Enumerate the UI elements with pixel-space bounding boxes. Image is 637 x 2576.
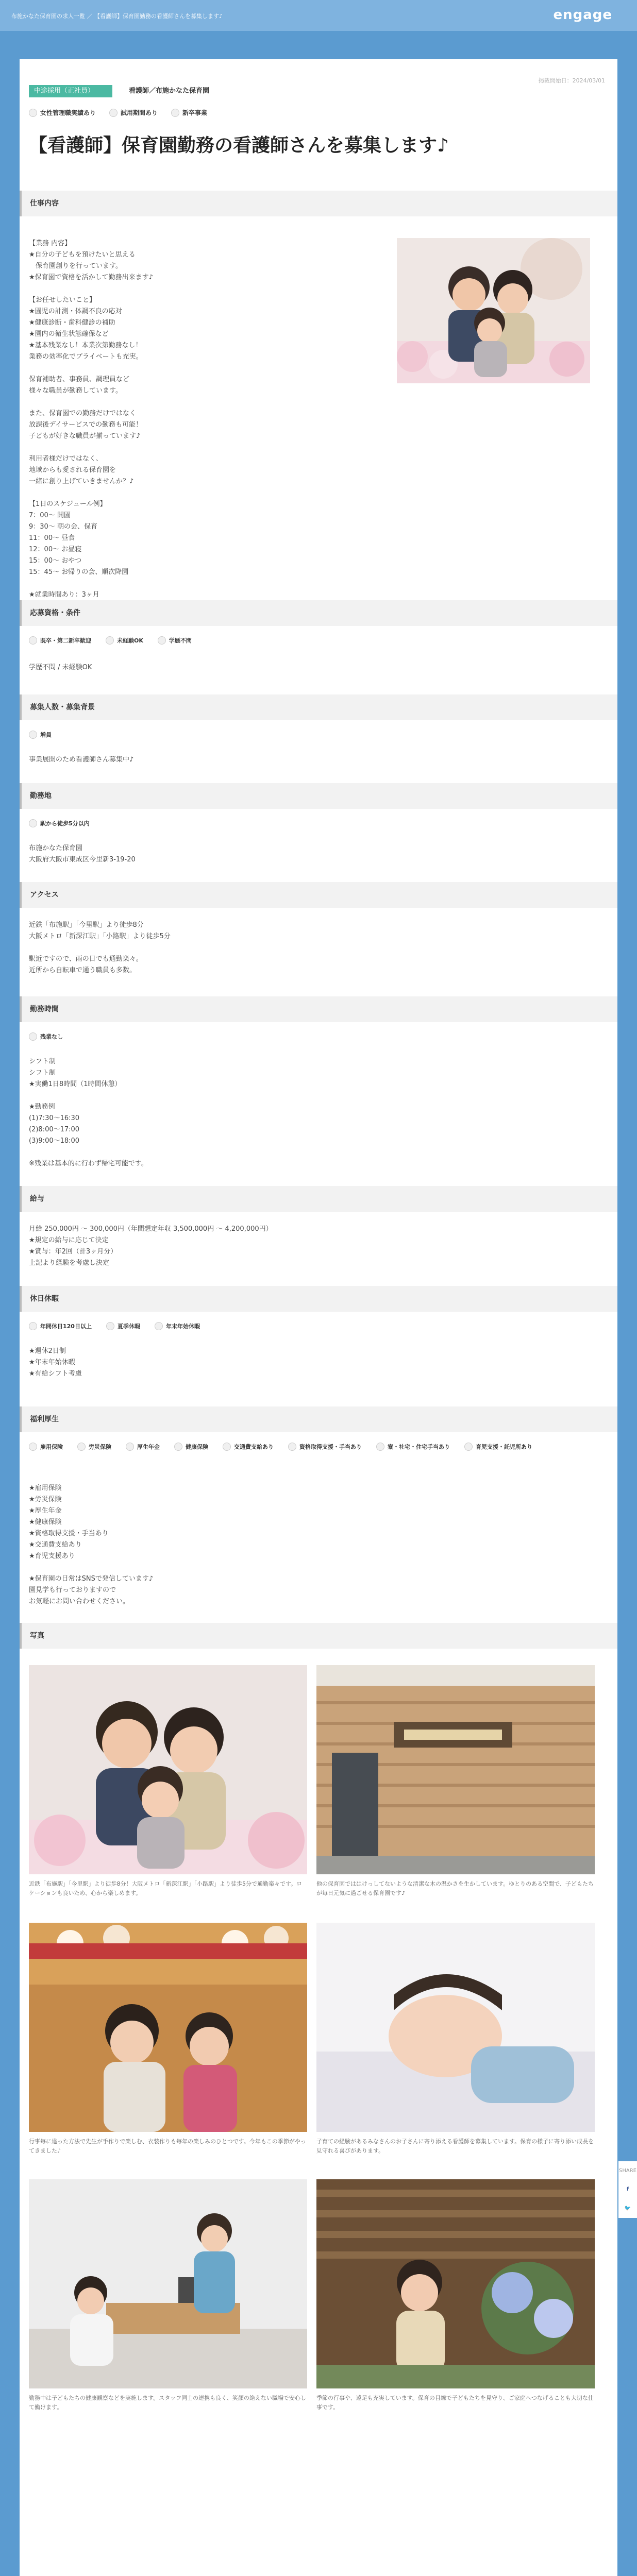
feature-item: 新卒事業 [171,108,207,117]
requirements-text: 学歴不問 / 未経験OK [29,664,92,671]
check-icon [158,636,166,645]
chip: 年間休日120日以上 [29,1322,92,1330]
feature-list [29,108,207,117]
openings-text: 事業展開のため看護師さん募集中♪ [29,756,134,764]
twitter-icon[interactable]: 🐦 [624,2206,631,2212]
check-icon [106,636,114,645]
chip: 増員 [29,731,52,739]
chip: 学歴不問 [158,636,192,645]
work-description: 【業務 内容】 ★自分の子どもを預けたいと思える 保育園創りを行っています。 ★保育園で資格を活かして勤務出来ます♪ 【お任せしたいこと】 ★園児の計測・体調不良の応対 ★健康診断・歯科健診の補助 ★園内の衛生状態確保など ★基本残業なし！本業次第勤務なし！ 業務の効率化でプライベートも充実。 保育補助者、事務員、調理員など 様々な職員が勤務しています。 また、保育園での勤務だけではなく 放課後デイサービスでの勤務も可能！ 子どもが好きな職員が揃っています♪ 利用者様だけではなく、 地域からも愛される保育園を 一緒に創り上げていきませんか？♪ 【1日のスケジュール例】 7：00～ 開園 9：30～ 朝の会、保育 11：00～ 昼食 12：00～ お昼寝 15：00～ おやつ 15：45～ お帰りの会、順次降園 ★就業時間あり：3ヶ月 [29,240,153,599]
location-text: 布施かなた保育園 大阪府大阪市東成区今里新3-19-20 [29,844,136,863]
photo-sleeping-child[interactable] [316,1923,595,2132]
chip: 厚生年金 [126,1443,160,1451]
check-icon [288,1443,296,1451]
section-heading-requirements: 応募資格・条件 [20,600,617,626]
check-icon [29,1032,37,1041]
chip: 労災保険 [77,1443,111,1451]
hours-chips [29,1032,596,1041]
photo-caption: 他の保育園でははけっしてないような清潔な木の温かさを生かしています。ゆとりのある空間で、子どもたちが毎日元気に過ごせる保育園です♪ [316,1880,594,1896]
chip: 資格取得支援・手当あり [288,1443,362,1451]
check-icon [29,819,37,827]
section-heading-openings: 募集人数・募集背景 [20,694,617,720]
facebook-icon[interactable]: f [626,2187,629,2193]
photo-children[interactable] [29,1665,307,1874]
chip: 駅から徒歩5分以内 [29,819,90,827]
access-text: 近鉄「布施駅」「今里駅」より徒歩8分 大阪メトロ「新深江駅」「小路駅」より徒歩5分 駅近ですので、雨の日でも通勤楽々。 近所から自転車で通う職員も多数。 [29,921,171,974]
requirement-chips [29,636,596,645]
photo-caption: 子育ての経験があるみなさんのお子さんに寄り添える看護師を募集しています。保育の様子に寄り添い成長を見守れる喜びがあります。 [316,2138,594,2154]
check-icon [174,1443,182,1451]
benefit-chips [29,1443,596,1451]
check-icon [171,109,179,117]
photo-caption: 行事毎に違った方法で先生が手作りで楽しむ、衣装作りも毎年の楽しみのひとつです。今年もこの季節がやってきました♪ [29,2138,306,2154]
section-heading-work: 仕事内容 [20,191,617,216]
chip: 交通費支給あり [223,1443,274,1451]
section-heading-hours: 勤務時間 [20,996,617,1022]
check-icon [376,1443,384,1451]
posting-date: 掲載開始日：2024/03/01 [538,77,605,84]
photo-building[interactable] [316,1665,595,1874]
check-icon [464,1443,473,1451]
chip: 育児支援・託児所あり [464,1443,532,1451]
check-icon [109,109,118,117]
location-chips [29,819,596,827]
check-icon [29,1443,37,1451]
chip: 雇用保険 [29,1443,63,1451]
hours-text: シフト制 シフト制 ★実働1日8時間（1時間休憩） ★勤務例 (1)7:30～16:30 (2)8:00～17:00 (3)9:00～18:00 ※残業は基本的に行わず帰宅可能です。 [29,1058,148,1167]
job-category: 看護師／布施かなた保育園 [129,87,210,95]
feature-item: 女性管理職実績あり [29,108,96,117]
chip: 寮・社宅・住宅手当あり [376,1443,450,1451]
share-bar [618,2161,637,2218]
section-heading-location: 勤務地 [20,783,617,809]
holiday-chips [29,1322,596,1330]
check-icon [29,636,37,645]
check-icon [155,1322,163,1330]
check-icon [29,1322,37,1330]
chip: 年末年始休暇 [155,1322,200,1330]
section-heading-photos: 写真 [20,1623,617,1649]
top-bar [0,0,637,31]
holidays-text: ★週休2日制 ★年末年始休暇 ★有給シフト考慮 [29,1347,82,1378]
breadcrumb[interactable]: 布施かなた保育園の求人一覧 ／ 【看護師】保育園勤務の看護師さんを募集します♪ [11,13,223,20]
chip: 既卒・第二新卒歓迎 [29,636,91,645]
photo-garden[interactable] [316,2179,595,2388]
check-icon [126,1443,134,1451]
share-label: SHARE [619,2167,636,2174]
check-icon [29,109,37,117]
benefits-text: ★雇用保険 ★労災保険 ★厚生年金 ★健康保険 ★資格取得支援・手当あり ★交通費支給あり ★育児支援あり ★保育園の日常はSNSで発信しています♪ 園見学も行っておりますので お気軽にお問い合わせください。 [29,1484,154,1605]
chip: 残業なし [29,1032,63,1041]
section-heading-benefits: 福利厚生 [20,1406,617,1432]
job-title: 【看護師】保育園勤務の看護師さんを募集します♪ [29,135,449,156]
check-icon [106,1322,114,1330]
chip: 夏季休暇 [106,1322,140,1330]
photo-caption: 近鉄「布施駅」「今里駅」より徒歩8分！大阪メトロ「新深江駅」「小路駅」より徒歩5分で通勤楽々です。ロケーションも良いため、心から楽しめます。 [29,1880,303,1896]
main-photo [397,238,590,383]
photo-staff[interactable] [29,2179,307,2388]
check-icon [77,1443,86,1451]
check-icon [29,731,37,739]
feature-item: 試用期間あり [109,108,158,117]
employment-type-tag: 中途採用（正社員） [29,85,112,97]
section-heading-holidays: 休日休暇 [20,1286,617,1312]
chip: 未経験OK [106,636,143,645]
photo-caption: 勤務中は子どもたちの健康観察などを実施します。スタッフ同士の連携も良く、笑顔の絶えない職場で安心して働けます。 [29,2395,306,2411]
chip: 健康保険 [174,1443,208,1451]
section-heading-access: アクセス [20,882,617,908]
section-heading-salary: 給与 [20,1186,617,1212]
photo-festival[interactable] [29,1923,307,2132]
openings-chips [29,731,596,739]
check-icon [223,1443,231,1451]
photo-caption: 季節の行事や、遠足も充実しています。保育の目線で子どもたちを見守り、ご家庭へつなげることも大切な仕事です。 [316,2395,594,2411]
engage-logo[interactable]: engage [553,7,612,23]
salary-text: 月給 250,000円 ～ 300,000円（年間想定年収 3,500,000円 ～ 4,200,000円） ★規定の給与に応じて決定 ★賞与：年2回（計3ヶ月分） 上記より経験を考慮し決定 [29,1225,273,1267]
